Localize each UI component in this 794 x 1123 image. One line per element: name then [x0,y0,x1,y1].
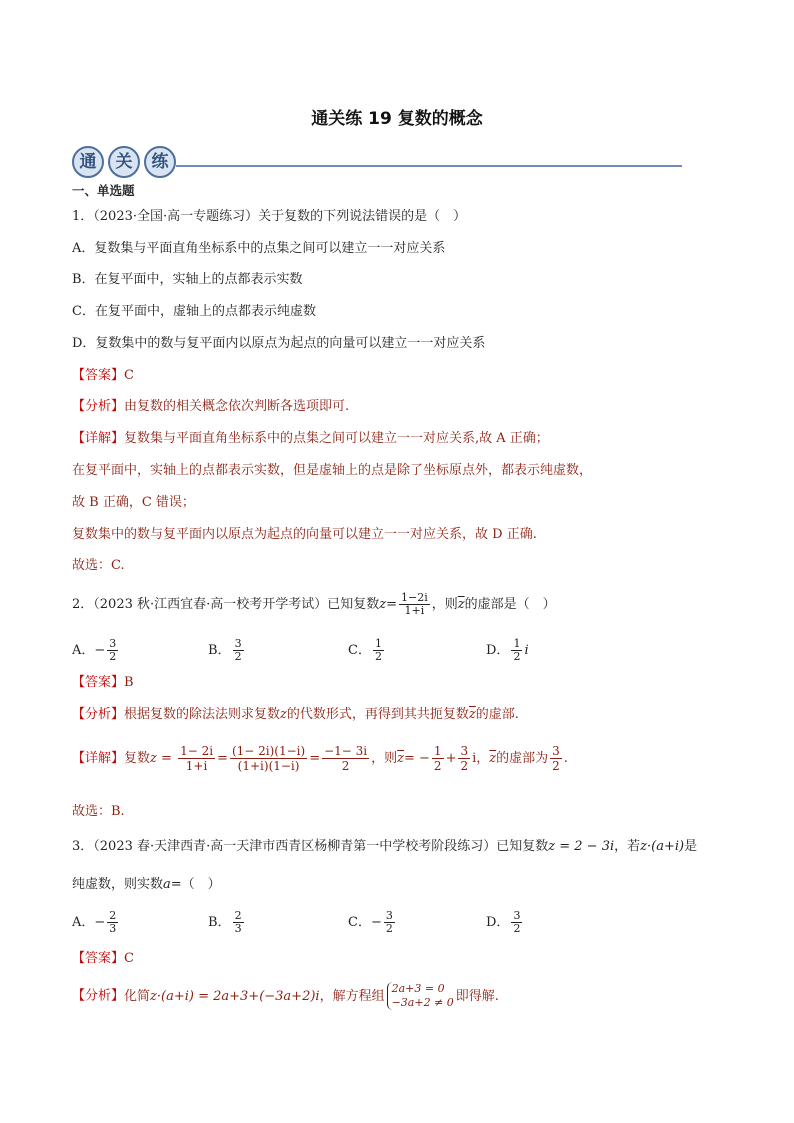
text: . [563,751,568,766]
analysis-text [124,707,519,722]
q3-option-d [486,910,524,935]
q1-detail-4: 复数集中的数与复平面内以原点为起点的向量可以建立一一对应关系，故 D 正确. [72,527,537,542]
option-label: B． [208,915,231,930]
var-z: z [280,707,287,722]
detail-text: 复数z = $\frac{1- 2i}{1+i}$ = $\frac{(1- 2i)(1-i)}{(1+i)(1-i)}$ = $\frac{-1- 3i}{2}$ ，则$\overline{z}=$ − $\frac{1}{2}$ + $\frac{3}{2}$ i，$\overline{z}$的虚部为 $\frac{3}{2}$ . [124,744,568,773]
denominator: 2 [460,759,469,773]
section-banner [72,146,682,180]
text: 复数 [124,751,151,766]
text: 的虚部为 [496,751,549,766]
q3-option-a [72,910,120,935]
badge-char-3: 练 [144,146,176,178]
analysis-tag: 【分析】 [72,399,125,414]
fraction [233,910,244,935]
analysis-text: 由复数的相关概念依次判断各选项即可. [124,399,350,414]
text: ，若 [614,839,641,854]
q3-stem-2 [72,876,732,894]
text: 的代数形式，再得到其共扼复数 [286,707,469,722]
q1-option-d: D．复数集中的数与复平面内以原点为起点的向量可以建立一一对应关系 [72,336,486,351]
denominator: 2 [513,650,521,663]
q1-option-b: B．在复平面中，实轴上的点都表示实数 [72,272,303,287]
text: 的虚部. [475,707,519,722]
fraction [550,744,562,773]
text: 化简 [124,988,151,1004]
analysis-text [124,982,499,1009]
denominator: 1+i [404,604,425,617]
sign: − [94,915,106,930]
fraction [322,744,369,773]
numerator: 3 [234,637,242,650]
numerator: 1−2i [401,591,428,604]
equation-system [387,982,454,1010]
text: 根据复数的除法法则求复数 [124,707,281,722]
q3-analysis [72,982,732,1010]
numerator: 3 [513,909,521,922]
fraction [511,910,522,935]
banner-divider [176,165,682,167]
denominator: (1+i)(1−i) [237,759,300,773]
denominator: 1+i [185,759,208,773]
denominator: 3 [109,922,117,935]
fraction [178,744,215,773]
q1-option-a: A．复数集与平面直角坐标系中的点集之间可以建立一一对应关系 [72,241,446,256]
fraction [458,744,470,773]
q3-option-c [348,910,397,935]
q1-detail-3: 故 B 正确，C 错误； [72,495,195,510]
analysis-tag: 【分析】 [72,988,125,1004]
denominator: 3 [234,922,242,935]
fraction [399,592,430,617]
sign: − [94,643,106,658]
var-zbar: $\overline{z}$ [457,597,465,612]
q2-stem [72,592,732,617]
answer-tag: 【答案】 [72,675,125,690]
denominator: 2 [433,759,442,773]
fraction [233,638,244,663]
text: =（ ） [170,877,221,892]
equation-1: 2a+3 = 0 [391,982,445,995]
q3-stem-1 [72,838,732,856]
numerator: 1 [513,637,521,650]
fraction [373,638,384,663]
q1-detail-1 [72,430,732,448]
fraction [230,744,307,773]
q2-stem-mid: ，则 [431,597,458,612]
fraction [432,744,444,773]
option-label: D． [486,643,510,658]
option-label: A． [72,643,95,658]
q1-answer [72,367,732,385]
fraction [107,638,118,663]
denominator: 2 [234,650,242,663]
fraction [384,910,395,935]
q1-detail-2: 在复平面中，实轴上的点都表示实数，但是虚轴上的点是除了坐标原点外，都表示纯虚数， [72,463,593,478]
imag-unit: i [524,643,529,658]
var-zbar: $\overline{z}$ [489,751,497,766]
badge-char-2: 关 [108,146,140,178]
var-zbar: $\overline{z}$ [468,707,476,722]
math-expr: z = 2 − 3i [548,839,615,854]
q1-analysis [72,398,732,416]
equals: = [386,597,398,612]
detail-tag: 【详解】 [72,431,125,446]
numerator: 1− 2i [180,744,214,758]
page-title: 通关练 19 复数的概念 [311,109,483,129]
detail-text: 复数集与平面直角坐标系中的点集之间可以建立一一对应关系,故 A 正确； [124,431,549,446]
text: 是 [684,839,698,854]
denominator: 2 [385,922,393,935]
option-label: C． [348,915,371,930]
q3-option-b [208,910,246,935]
answer-tag: 【答案】 [72,951,125,966]
var-z: z [150,751,157,766]
math-expr: z·(a+i) = 2a+3+(−3a+2)i [150,988,320,1004]
q2-stem-post: 的虚部是（ ） [464,597,556,612]
option-label: B． [208,643,231,658]
answer-value: B [124,675,134,690]
denominator: 2 [552,759,560,773]
q2-analysis [72,706,732,724]
numerator: 2 [234,909,242,922]
q1-final: 故选：C. [72,558,125,573]
equation-2: −3a+2 ≠ 0 [391,996,454,1009]
analysis-tag: 【分析】 [72,707,125,722]
numerator: 1 [433,744,442,758]
text: ，则 [371,751,398,766]
var-z: z [379,597,387,612]
q2-option-b [208,638,246,663]
denominator: 2 [341,759,350,773]
badge-char-1: 通 [72,146,104,178]
option-label: A． [72,915,95,930]
numerator: 3 [460,744,469,758]
q3-options [72,904,732,938]
numerator: 3 [109,637,117,650]
sign: − [370,915,382,930]
text: 纯虚数，则实数 [72,877,164,892]
option-label: C． [348,643,371,658]
answer-tag: 【答案】 [72,368,125,383]
option-label: D． [486,915,510,930]
detail-tag: 【详解】 [72,751,125,766]
numerator: (1− 2i)(1−i) [231,744,306,758]
answer-value: C [124,368,134,383]
text: i， [472,751,490,766]
q3-answer [72,950,732,968]
denominator: 2 [109,650,117,663]
q2-option-a [72,638,120,663]
fraction [107,910,118,935]
denominator: 2 [374,650,382,663]
section-heading: 一、单选题 [72,183,135,198]
numerator: 1 [374,637,382,650]
q2-stem-text: 2．（2023 秋·江西宜春·高一校考开学考试）已知复数 [72,597,380,612]
q2-final: 故选：B. [72,804,125,819]
q2-options [72,630,732,664]
text: = − [404,751,430,766]
q3-stem-text: 3．（2023 春·天津西青·高一天津市西青区杨柳青第一中学校考阶段练习）已知复数 [72,839,549,854]
q1-stem: 1．（2023·全国·高一专题练习）关于复数的下列说法错误的是（ ） [72,209,467,224]
numerator: 2 [109,909,117,922]
text: + [445,751,457,766]
q2-option-d [486,638,529,663]
denominator: 2 [513,922,521,935]
numerator: 3 [552,744,560,758]
q2-detail [72,744,732,773]
answer-value: C [124,951,134,966]
fraction [511,638,522,663]
q2-answer [72,674,732,692]
q1-option-c: C．在复平面中，虚轴上的点都表示纯虚数 [72,304,316,319]
math-expr: z·(a+i) [640,839,685,854]
q2-option-c [348,638,386,663]
var-zbar: $\overline{z}$ [397,751,404,766]
numerator: −1− 3i [324,744,368,758]
var-a: a [163,877,171,892]
numerator: 3 [385,909,393,922]
text: 即得解. [455,988,499,1004]
text: ，解方程组 [319,988,385,1004]
